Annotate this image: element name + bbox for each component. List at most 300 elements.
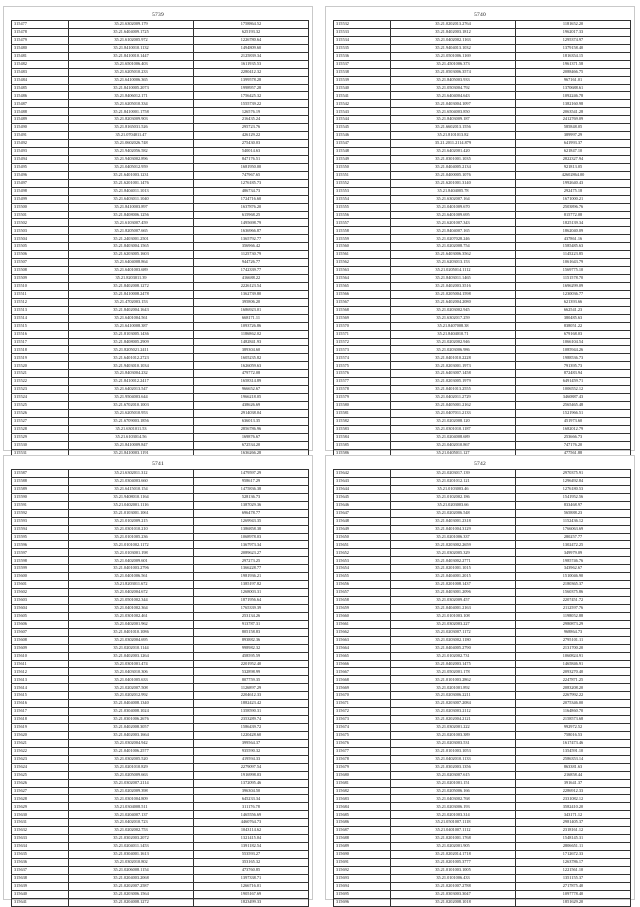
parcel-code-cell: 35.21.0302004.942 <box>69 739 194 747</box>
row-id-cell: 315657 <box>334 589 391 597</box>
row-id-cell: 315520 <box>12 362 69 370</box>
parcel-code-cell: 35.21.0201007.2788 <box>391 882 516 890</box>
row-id-cell: 315628 <box>12 795 69 803</box>
amount-cell: 1494809.60 <box>194 44 309 52</box>
row-id-cell: 315575 <box>334 362 391 370</box>
parcel-code-cell: 35.21.0201001.1015 <box>391 565 516 573</box>
parcel-code-cell: 35.21.0402001.1116 <box>69 501 194 509</box>
parcel-code-cell: 35.21.0401006.561 <box>69 573 194 581</box>
amount-cell: 2503896.76 <box>516 203 631 211</box>
table-row <box>12 195 309 203</box>
amount-cell: 1465556.69 <box>194 811 309 819</box>
table-row <box>334 803 631 811</box>
amount-cell: 1985746.76 <box>516 557 631 565</box>
row-id-cell: 315658 <box>334 597 391 605</box>
amount-cell: 1916998.03 <box>194 771 309 779</box>
row-id-cell: 315496 <box>12 171 69 179</box>
parcel-code-cell: 35.21.0301004.809 <box>69 795 194 803</box>
table-row <box>12 533 309 541</box>
parcel-code-cell: 35.21.0101003.108 <box>391 612 516 620</box>
amount-cell: 280257.77 <box>516 533 631 541</box>
row-id-cell: 315621 <box>12 739 69 747</box>
amount-cell: 437861.16 <box>516 235 631 243</box>
table-row <box>12 425 309 433</box>
document-page-4 <box>325 455 635 904</box>
parcel-code-cell: 35.21.6403011.1040 <box>69 195 194 203</box>
amount-cell: 2717875.40 <box>516 882 631 890</box>
parcel-code-cell: 35.21.6401009.695 <box>391 211 516 219</box>
amount-cell: 662541.23 <box>516 306 631 314</box>
table-row <box>334 612 631 620</box>
amount-cell: 1276185.73 <box>194 179 309 187</box>
amount-cell: 1365792.77 <box>194 235 309 243</box>
amount-cell: 992972.52 <box>516 724 631 732</box>
table-row <box>12 874 309 882</box>
parcel-code-cell: 35.21.6410006.365 <box>69 76 194 84</box>
table-row <box>12 581 309 589</box>
parcel-code-cell: 35.21.0203007.1172 <box>391 628 516 636</box>
parcel-code-cell: 35.21.6201001.1476 <box>69 179 194 187</box>
row-id-cell: 315634 <box>12 843 69 851</box>
table-row <box>12 108 309 116</box>
amount-cell: 2125839.34 <box>194 52 309 60</box>
amount-cell: 479772.08 <box>194 370 309 378</box>
parcel-code-cell: 35.21.8203009.903 <box>69 116 194 124</box>
amount-cell: 389304.60 <box>194 346 309 354</box>
row-id-cell: 315691 <box>334 858 391 866</box>
parcel-code-cell: 35.21.0201006.337 <box>391 533 516 541</box>
amount-cell: 679168.03 <box>516 330 631 338</box>
page-number: 5739 <box>152 12 164 18</box>
row-id-cell: 315541 <box>334 92 391 100</box>
parcel-code-cell: 35.21.6102005.972 <box>69 36 194 44</box>
amount-cell: 391641.37 <box>516 779 631 787</box>
row-id-cell: 315580 <box>334 402 391 410</box>
row-id-cell: 315675 <box>334 731 391 739</box>
parcel-code-cell: 35.21.6410008.387 <box>69 322 194 330</box>
amount-cell: 2131700.20 <box>516 644 631 652</box>
parcel-code-cell: 35.21.6203013.153 <box>391 259 516 267</box>
parcel-code-cell: 35.21.8101013.82 <box>391 132 516 140</box>
table-row <box>334 700 631 708</box>
amount-cell: 477561.88 <box>516 449 631 457</box>
row-id-cell: 315683 <box>334 795 391 803</box>
row-id-cell: 315665 <box>334 652 391 660</box>
amount-cell: 1882423.42 <box>194 700 309 708</box>
parcel-code-cell: 35.21.0205009.663 <box>69 771 194 779</box>
parcel-code-cell: 35.21.6302017.259 <box>391 314 516 322</box>
amount-cell: 2093270.40 <box>516 668 631 676</box>
row-id-cell: 315601 <box>12 581 69 589</box>
amount-cell: 1372095.46 <box>194 779 309 787</box>
row-id-cell: 315681 <box>334 779 391 787</box>
table-row <box>12 417 309 425</box>
parcel-code-cell: 35.21.0403002.768 <box>391 795 516 803</box>
row-id-cell: 315548 <box>334 148 391 156</box>
table-row <box>12 795 309 803</box>
table-row <box>12 549 309 557</box>
row-id-cell: 315538 <box>334 68 391 76</box>
amount-cell: 532898.99 <box>194 668 309 676</box>
amount-cell: 2247871.25 <box>516 676 631 684</box>
row-id-cell: 315603 <box>12 597 69 605</box>
amount-cell: 1548145.31 <box>516 835 631 843</box>
parcel-code-cell: 35.21.6402001.420 <box>391 148 516 156</box>
amount-cell: 1611935.53 <box>194 60 309 68</box>
parcel-code-cell: 35.21.8402003.1812 <box>391 28 516 36</box>
row-id-cell: 315554 <box>334 195 391 203</box>
amount-cell: 2565465.48 <box>516 402 631 410</box>
amount-cell: 998982.32 <box>194 644 309 652</box>
row-id-cell: 315499 <box>12 195 69 203</box>
row-id-cell: 315656 <box>334 581 391 589</box>
row-id-cell: 315680 <box>334 771 391 779</box>
parcel-code-cell: 35.21.8205007.665 <box>69 227 194 235</box>
parcel-code-cell: 35.21.6201007.343 <box>391 219 516 227</box>
row-id-cell: 315641 <box>12 898 69 906</box>
amount-cell: 1626059.63 <box>194 362 309 370</box>
table-row <box>12 322 309 330</box>
table-row <box>334 370 631 378</box>
parcel-code-cell: 35.21.0202002.946 <box>391 338 516 346</box>
parcel-code-cell: 35.21.0203006.2211 <box>391 692 516 700</box>
row-id-cell: 315502 <box>12 219 69 227</box>
amount-cell: 1521966.51 <box>516 409 631 417</box>
row-id-cell: 315478 <box>12 28 69 36</box>
table-row <box>334 267 631 275</box>
amount-cell: 847176.51 <box>194 155 309 163</box>
parcel-code-cell: 35.21.0302004.695 <box>69 636 194 644</box>
amount-cell: 1358590.31 <box>194 708 309 716</box>
table-row <box>12 92 309 100</box>
row-id-cell: 315525 <box>12 402 69 410</box>
amount-cell: 2089623.27 <box>194 549 309 557</box>
row-id-cell: 315566 <box>334 290 391 298</box>
amount-cell: 1998957.28 <box>194 84 309 92</box>
row-id-cell: 315510 <box>12 282 69 290</box>
amount-cell: 349979.09 <box>516 549 631 557</box>
table-row <box>334 108 631 116</box>
table-row <box>334 227 631 235</box>
row-id-cell: 315612 <box>12 668 69 676</box>
amount-cell: 1475836.38 <box>194 485 309 493</box>
row-id-cell: 315555 <box>334 203 391 211</box>
row-id-cell: 315494 <box>12 155 69 163</box>
row-id-cell: 315602 <box>12 589 69 597</box>
table-row <box>334 417 631 425</box>
amount-cell: 297273.25 <box>194 557 309 565</box>
row-id-cell: 315673 <box>334 716 391 724</box>
row-id-cell: 315607 <box>12 628 69 636</box>
table-row <box>12 140 309 148</box>
row-id-cell: 315614 <box>12 684 69 692</box>
amount-cell: 2280412.32 <box>194 68 309 76</box>
row-id-cell: 315556 <box>334 211 391 219</box>
amount-cell: 1126897.29 <box>194 684 309 692</box>
table-row <box>334 346 631 354</box>
parcel-code-cell: 35.21.0402010.1133 <box>391 755 516 763</box>
parcel-code-cell: 35.21.6403006.3562 <box>391 251 516 259</box>
table-row <box>334 124 631 132</box>
amount-cell: 1712672.33 <box>516 851 631 859</box>
row-id-cell: 315517 <box>12 338 69 346</box>
amount-cell: 2586353.14 <box>516 755 631 763</box>
parcel-code-cell: 35.21.0301001.1035 <box>391 155 516 163</box>
parcel-code-cell: 35.21.6103007.459 <box>69 219 194 227</box>
table-row <box>334 84 631 92</box>
row-id-cell: 315505 <box>12 243 69 251</box>
table-row <box>334 44 631 52</box>
row-id-cell: 315615 <box>12 692 69 700</box>
parcel-code-cell: 35.21.0203003.531 <box>391 739 516 747</box>
parcel-code-cell: 35.21.8402008.1272 <box>69 282 194 290</box>
row-id-cell: 315491 <box>12 132 69 140</box>
data-table <box>333 469 631 907</box>
table-row <box>334 235 631 243</box>
amount-cell: 815772.08 <box>516 211 631 219</box>
amount-cell: 1816354.15 <box>516 52 631 60</box>
amount-cell: 380485.63 <box>516 314 631 322</box>
amount-cell: 1756425.32 <box>194 92 309 100</box>
row-id-cell: 315604 <box>12 604 69 612</box>
amount-cell: 353165.32 <box>194 858 309 866</box>
row-id-cell: 315677 <box>334 747 391 755</box>
row-id-cell: 315620 <box>12 731 69 739</box>
table-row <box>334 731 631 739</box>
row-id-cell: 315637 <box>12 866 69 874</box>
parcel-code-cell: 35.21.0101002.1172 <box>69 541 194 549</box>
table-row <box>12 485 309 493</box>
row-id-cell: 315480 <box>12 44 69 52</box>
parcel-code-cell: 35.21.6404009.1725 <box>69 28 194 36</box>
row-id-cell: 315521 <box>12 370 69 378</box>
amount-cell: 1671000.21 <box>516 195 631 203</box>
parcel-code-cell: 35.21.0402008.3057 <box>69 724 194 732</box>
parcel-code-cell: 35.21.8410003.1191 <box>69 449 194 457</box>
parcel-code-cell: 35.21.0405001.2162 <box>391 402 516 410</box>
row-id-cell: 315662 <box>334 628 391 636</box>
parcel-code-cell: 35.21.0202001.905 <box>391 843 516 851</box>
row-id-cell: 315651 <box>334 541 391 549</box>
row-id-cell: 315503 <box>12 227 69 235</box>
table-row <box>334 354 631 362</box>
table-row <box>12 290 309 298</box>
table-row <box>334 660 631 668</box>
table-row <box>12 179 309 187</box>
parcel-code-cell: 35.21.4702003.153 <box>69 298 194 306</box>
table-row <box>334 565 631 573</box>
parcel-code-cell: 35.21.0503006.3574 <box>391 68 516 76</box>
parcel-code-cell: 35.21.0403002.2771 <box>391 557 516 565</box>
table-row <box>12 708 309 716</box>
amount-cell: 2856786.96 <box>194 425 309 433</box>
amount-cell: 1966218.05 <box>194 394 309 402</box>
amount-cell: 1636966.87 <box>194 227 309 235</box>
amount-cell: 2267992.22 <box>516 692 631 700</box>
parcel-code-cell: 35.21.6301011.53 <box>69 425 194 433</box>
parcel-code-cell: 35.21.0202014.1718 <box>391 851 516 859</box>
parcel-code-cell: 35.21.0405011.127 <box>391 449 516 457</box>
row-id-cell: 315640 <box>12 890 69 898</box>
row-id-cell: 315687 <box>334 827 391 835</box>
parcel-code-cell: 35.21.9402056.582 <box>69 148 194 156</box>
parcel-code-cell: 35.21.0103001.198 <box>69 549 194 557</box>
amount-cell: 645233.34 <box>194 795 309 803</box>
table-row <box>334 866 631 874</box>
table-row <box>12 636 309 644</box>
row-id-cell: 315512 <box>12 298 69 306</box>
row-id-cell: 315669 <box>334 684 391 692</box>
row-id-cell: 315678 <box>334 755 391 763</box>
table-row <box>334 362 631 370</box>
row-id-cell: 315558 <box>334 227 391 235</box>
row-id-cell: 315672 <box>334 708 391 716</box>
parcel-code-cell: 35.21.0302001.222 <box>391 724 516 732</box>
parcel-code-cell: 35.21.0301002.461 <box>69 612 194 620</box>
amount-cell: 1387029.36 <box>194 501 309 509</box>
row-id-cell: 315585 <box>334 441 391 449</box>
amount-cell: 967161.01 <box>516 76 631 84</box>
amount-cell: 565888.23 <box>516 509 631 517</box>
row-id-cell: 315498 <box>12 187 69 195</box>
parcel-code-cell: 35.21.0301001.474 <box>69 660 194 668</box>
parcel-code-cell: 35.21.6401004.561 <box>69 314 194 322</box>
table-row <box>12 84 309 92</box>
amount-cell: 1681950.00 <box>194 163 309 171</box>
parcel-code-cell: 35.21.0201001.151 <box>391 779 516 787</box>
row-id-cell: 315685 <box>334 811 391 819</box>
parcel-code-cell: 35.21.9404013.1032 <box>391 44 516 52</box>
amount-cell: 216435.24 <box>194 116 309 124</box>
row-id-cell: 315632 <box>12 827 69 835</box>
table-row <box>334 485 631 493</box>
amount-cell: 1220428.60 <box>194 731 309 739</box>
amount-cell: 3582410.20 <box>516 803 631 811</box>
parcel-code-cell: 35.21.0407011.2133 <box>391 409 516 417</box>
table-row <box>12 203 309 211</box>
amount-cell: 216858.44 <box>516 771 631 779</box>
parcel-code-cell: 35.21.0302005.520 <box>69 755 194 763</box>
amount-cell: 2286912.33 <box>516 787 631 795</box>
data-table <box>333 20 631 458</box>
table-row <box>12 787 309 795</box>
row-id-cell: 315617 <box>12 708 69 716</box>
row-id-cell: 315605 <box>12 612 69 620</box>
table-row <box>334 890 631 898</box>
row-id-cell: 315524 <box>12 394 69 402</box>
table-row <box>334 203 631 211</box>
table-row <box>334 441 631 449</box>
parcel-code-cell: 35.21.0303003.3047 <box>391 890 516 898</box>
row-id-cell: 315484 <box>12 76 69 84</box>
amount-cell: 1164860.70 <box>516 708 631 716</box>
parcel-code-cell: 35.21.0401004.3129 <box>391 525 516 533</box>
amount-cell: 1093726.86 <box>194 322 309 330</box>
parcel-code-cell: 35.21.0203007.615 <box>391 771 516 779</box>
row-id-cell: 315609 <box>12 644 69 652</box>
row-id-cell: 315560 <box>334 243 391 251</box>
row-id-cell: 315513 <box>12 306 69 314</box>
table-row <box>334 692 631 700</box>
table-row <box>334 628 631 636</box>
parcel-code-cell: 35.21.0101003.2862 <box>391 676 516 684</box>
table-row <box>12 589 309 597</box>
parcel-code-cell: 35.21.0202010.1144 <box>69 644 194 652</box>
parcel-code-cell: 35.21.0302003.1356 <box>391 763 516 771</box>
table-row <box>334 779 631 787</box>
amount-cell: 1391182.54 <box>194 843 309 851</box>
row-id-cell: 315644 <box>334 485 391 493</box>
parcel-code-cell: 35.21.8103005.1436 <box>69 330 194 338</box>
page-number: 5742 <box>474 461 486 467</box>
parcel-code-cell: 35.21.6709003.1856 <box>69 417 194 425</box>
parcel-code-cell: 35.21.6205010.334 <box>69 100 194 108</box>
table-row <box>12 557 309 565</box>
parcel-code-cell: 35.21.9504003.644 <box>69 394 194 402</box>
table-row <box>334 386 631 394</box>
amount-cell: 2279097.54 <box>194 763 309 771</box>
row-id-cell: 315534 <box>334 36 391 44</box>
row-id-cell: 315666 <box>334 660 391 668</box>
table-row <box>12 731 309 739</box>
amount-cell: 2806651.11 <box>516 843 631 851</box>
table-row <box>12 267 309 275</box>
parcel-code-cell: 35.21.0101006.433 <box>391 874 516 882</box>
amount-cell: 2075346.00 <box>516 700 631 708</box>
amount-cell: 2822327.94 <box>516 155 631 163</box>
row-id-cell: 315682 <box>334 787 391 795</box>
row-id-cell: 315650 <box>334 533 391 541</box>
amount-cell: 1765339.39 <box>194 604 309 612</box>
parcel-code-cell: 35.21.0304008.511 <box>69 803 194 811</box>
parcel-code-cell: 35.21.0401010.1086 <box>69 628 194 636</box>
amount-cell: 1151578.70 <box>516 275 631 283</box>
table-row <box>12 354 309 362</box>
table-row <box>334 394 631 402</box>
amount-cell: 585848.05 <box>516 124 631 132</box>
amount-cell: 913787.31 <box>194 620 309 628</box>
table-row <box>12 771 309 779</box>
amount-cell: 1560375.86 <box>516 589 631 597</box>
table-row <box>12 763 309 771</box>
table-row <box>334 60 631 68</box>
amount-cell: 672534.20 <box>194 441 309 449</box>
table-row <box>334 211 631 219</box>
table-row <box>334 132 631 140</box>
row-id-cell: 315690 <box>334 851 391 859</box>
table-row <box>334 787 631 795</box>
table-row <box>334 747 631 755</box>
parcel-code-cell: 35.21.6205010.953 <box>69 409 194 417</box>
parcel-code-cell: 35.21.8404011.1013 <box>69 187 194 195</box>
table-row <box>12 28 309 36</box>
amount-cell: 1682012.79 <box>516 425 631 433</box>
parcel-code-cell: 35.21.0202009.398 <box>69 787 194 795</box>
row-id-cell: 315549 <box>334 155 391 163</box>
table-row <box>12 76 309 84</box>
parcel-code-cell: 35.21.0201012.121 <box>391 477 516 485</box>
row-id-cell: 315600 <box>12 573 69 581</box>
amount-cell: 1092246.78 <box>516 92 631 100</box>
amount-cell: 615968.25 <box>194 211 309 219</box>
table-row <box>12 700 309 708</box>
table-row <box>334 219 631 227</box>
amount-cell: 311176.78 <box>194 803 309 811</box>
parcel-code-cell: 35.21.0401002.364 <box>69 604 194 612</box>
parcel-code-cell: 35.21.6302009.179 <box>69 21 194 29</box>
row-id-cell: 315684 <box>334 803 391 811</box>
row-id-cell: 315653 <box>334 557 391 565</box>
